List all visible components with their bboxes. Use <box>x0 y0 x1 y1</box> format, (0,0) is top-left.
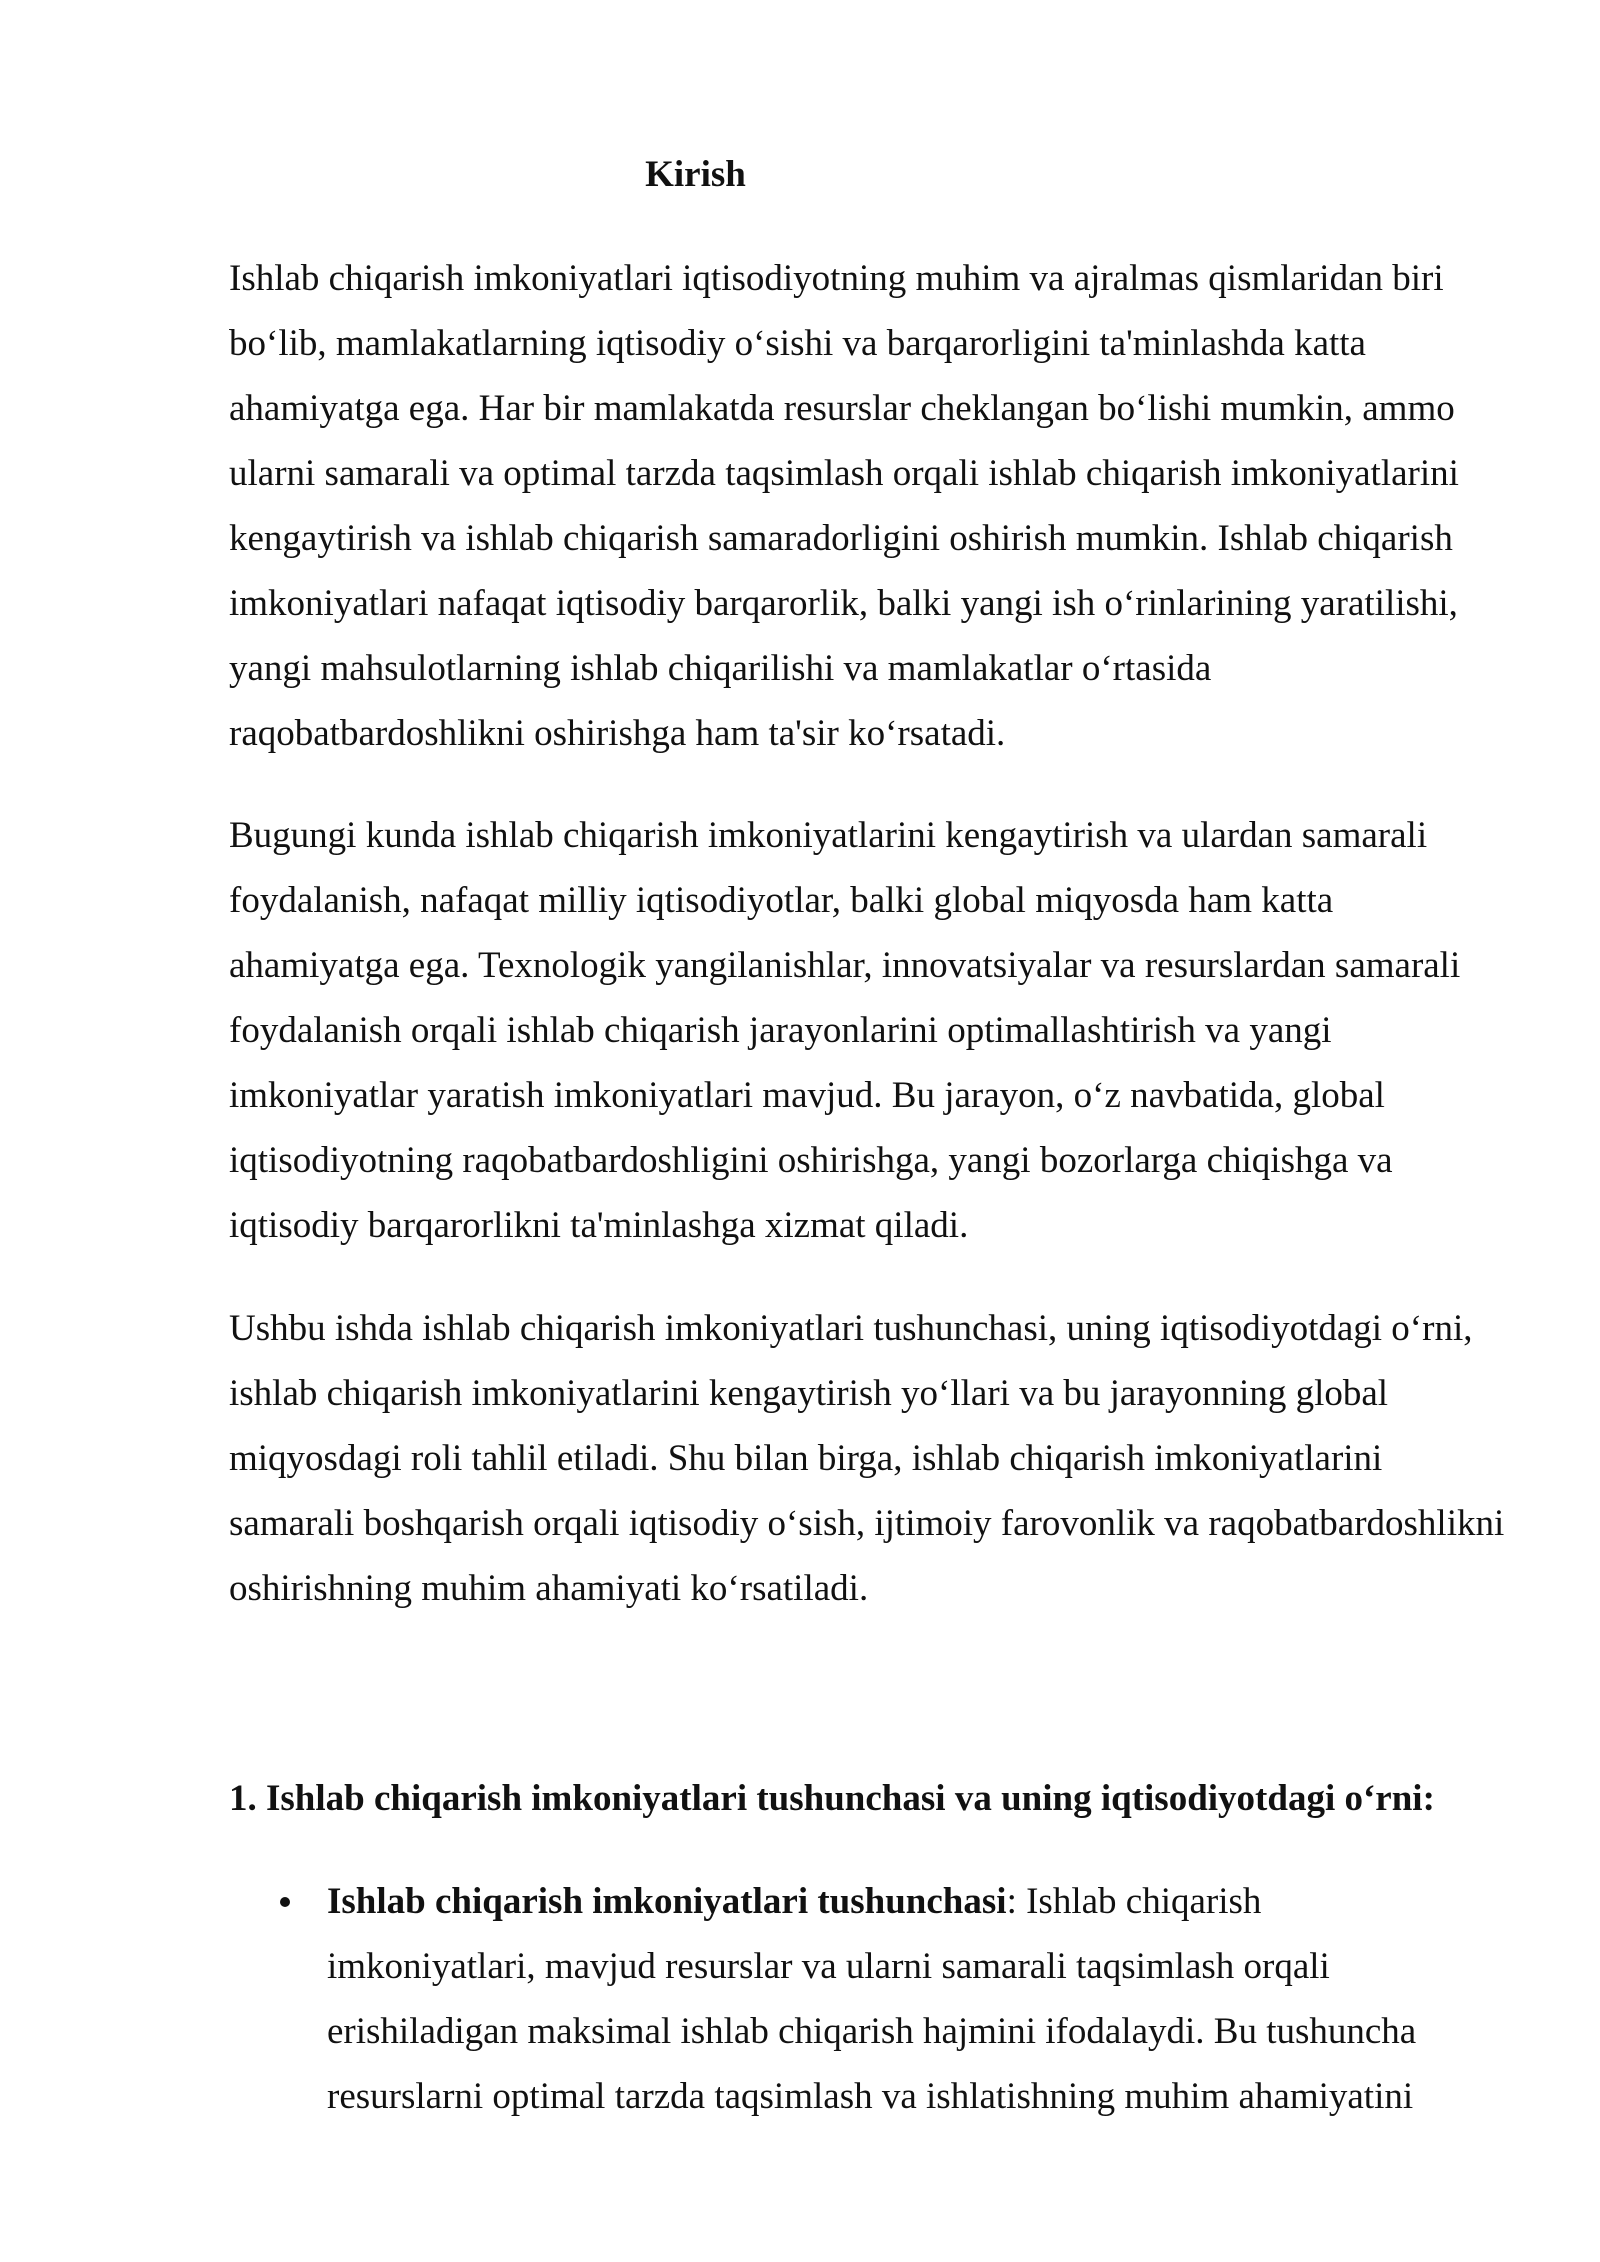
bullet-separator: : <box>1006 1881 1017 1922</box>
bullet-term: Ishlab chiqarish imkoniyatlari tushunchasi <box>327 1881 1007 1922</box>
paragraph-3: Ushbu ishda ishlab chiqarish imkoniyatlari tushunchasi, uning iqtisodiyotdagi o‘rni, ishlab chiqarish imkoniyatlarini kengaytirish yo‘llari va bu jarayonning global miqyosdagi roli tahlil etiladi. Shu bilan birga, ishlab chiqarish imkoniyatlarini samarali boshqarish orqali iqtisodiy o‘sish, ijtimoiy farovonlik va raqobatbardoshlikni oshirishning muhim ahamiyati ko‘rsatiladi. <box>229 1308 1505 1609</box>
page-title: Kirish <box>645 154 746 195</box>
bullet-text: Ishlab chiqarish imkoniyatlari, mavjud resurslar va ularni samarali taqsimlash orqali erishiladigan maksimal ishlab chiqarish hajmini ifodalaydi. Bu tushuncha resurslarni optimal tarzda taqsimlash va ishlatishning muhim ahamiyatini <box>327 1881 1417 2117</box>
paragraph-2: Bugungi kunda ishlab chiqarish imkoniyatlarini kengaytirish va ulardan samarali foydalanish, nafaqat milliy iqtisodiyotlar, balki global miqyosda ham katta ahamiyatga ega. Texnologik yangilanishlar, innovatsiyalar va resurslardan samarali foydalanish orqali ishlab chiqarish jarayonlarini optimallashtirish va yangi imkoniyatlar yaratish imkoniyatlari mavjud. Bu jarayon, o‘z navbatida, global iqtisodiyotning raqobatbardoshligini oshirishga, yangi bozorlarga chiqishga va iqtisodiy barqarorlikni ta'minlashga xizmat qiladi. <box>229 815 1461 1246</box>
paragraph-1: Ishlab chiqarish imkoniyatlari iqtisodiyotning muhim va ajralmas qismlaridan biri bo‘lib, mamlakatlarning iqtisodiy o‘sishi va barqarorligini ta'minlashda katta ahamiyatga ega. Har bir mamlakatda resurslar cheklangan bo‘lishi mumkin, ammo ularni samarali va optimal tarzda taqsimlash orqali ishlab chiqarish imkoniyatlarini kengaytirish va ishlab chiqarish samaradorligini oshirish mumkin. Ishlab chiqarish imkoniyatlari nafaqat iqtisodiy barqarorlik, balki yangi ish o‘rinlarining yaratilishi, yangi mahsulotlarning ishlab chiqarilishi va mamlakatlar o‘rtasida raqobatbardoshlikni oshirishga ham ta'sir ko‘rsatadi. <box>229 258 1459 754</box>
bullet-dot-icon <box>280 1897 290 1907</box>
section-heading: 1. Ishlab chiqarish imkoniyatlari tushunchasi va uning iqtisodiyotdagi o‘rni: <box>229 1778 1435 1819</box>
list-item <box>229 1869 1457 2129</box>
bullet-list <box>229 1869 1509 2129</box>
